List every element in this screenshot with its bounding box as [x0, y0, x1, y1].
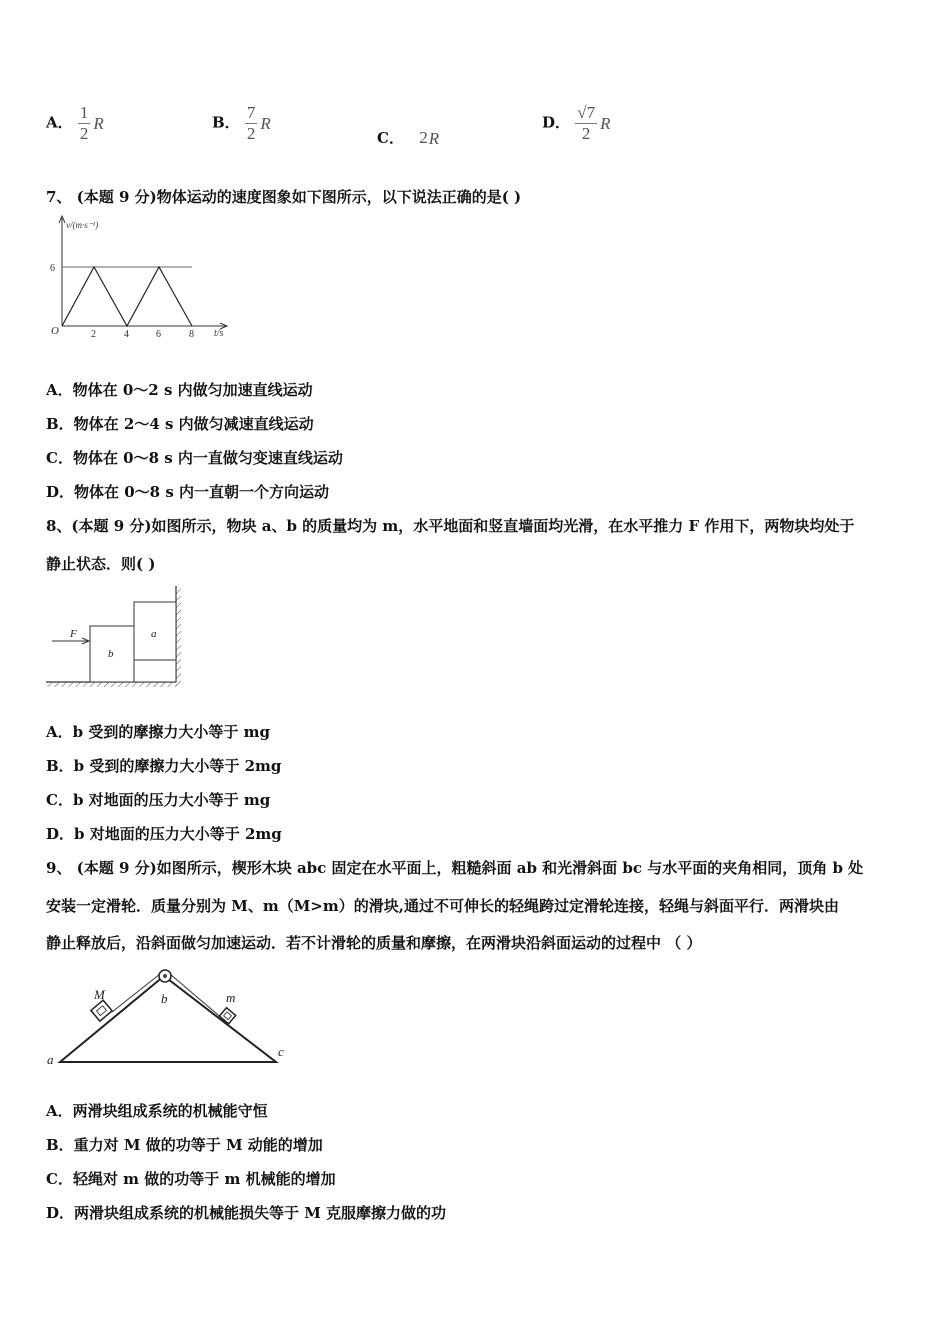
q9-stem-line3: 静止释放后，沿斜面做匀加速运动．若不计滑轮的质量和摩擦，在两滑块沿斜面运动的过程中 （ ）	[46, 934, 702, 952]
q6-option-a-numerator: 1	[79, 103, 89, 122]
q9-option-a: A．两滑块组成系统的机械能守恒	[46, 1102, 268, 1120]
q8-option-b: B．b 受到的摩擦力大小等于 2mg	[46, 757, 282, 775]
q7-option-c: C．物体在 0～8 s 内一直做匀变速直线运动	[46, 449, 343, 467]
q6-option-a-label: A．	[46, 113, 73, 132]
q6-option-a-denominator: 2	[79, 124, 89, 143]
q7-velocity-graph	[46, 212, 236, 342]
q7-stem: 7、 (本题 9 分)物体运动的速度图象如下图所示，以下说法正确的是( )	[46, 188, 522, 206]
q7-x-tick-8: 8	[189, 329, 194, 340]
q6-option-d-unit: R	[600, 113, 611, 133]
q7-x-tick-4: 4	[124, 329, 129, 340]
q6-option-a-unit: R	[93, 113, 104, 133]
q9-stem-line1: 9、 (本题 9 分)如图所示，楔形木块 abc 固定在水平面上，粗糙斜面 ab 和光滑斜面 bc 与水平面的夹角相同，顶角 b 处	[46, 859, 864, 877]
q6-option-c-unit: R	[428, 129, 440, 148]
q6-option-b-label: B．	[212, 113, 240, 132]
q9-label-b: b	[161, 991, 168, 1006]
q9-option-b: B．重力对 M 做的功等于 M 动能的增加	[46, 1136, 323, 1154]
q9-label-m: m	[226, 990, 236, 1005]
q7-velocity-curve	[62, 267, 192, 326]
q7-option-d: D．物体在 0～8 s 内一直朝一个方向运动	[46, 483, 329, 501]
q9-option-c: C．轻绳对 m 做的功等于 m 机械能的增加	[46, 1170, 336, 1188]
q9-pulley-axle	[163, 974, 167, 978]
q8-ground-hatch	[46, 682, 180, 687]
q8-option-a: A．b 受到的摩擦力大小等于 mg	[46, 723, 270, 741]
q6-option-b-fraction	[245, 103, 258, 144]
q6-option-c	[377, 127, 439, 149]
q9-label-c: c	[278, 1044, 284, 1059]
q6-option-c-coefficient: 2	[419, 128, 428, 147]
q6-option-d-denominator: 2	[581, 124, 591, 143]
q8-blocks-figure	[44, 584, 184, 690]
q6-option-d-fraction	[575, 103, 597, 144]
q8-stem-line2: 静止状态．则( )	[46, 555, 156, 573]
q8-force-label: F	[70, 628, 77, 640]
q9-block-M	[91, 1000, 112, 1021]
q9-option-d: D．两滑块组成系统的机械能损失等于 M 克服摩擦力做的功	[46, 1204, 447, 1222]
q9-label-a: a	[47, 1052, 54, 1067]
q9-wedge	[60, 976, 276, 1062]
q6-option-b	[212, 103, 271, 144]
q7-option-b: B．物体在 2～4 s 内做匀减速直线运动	[46, 415, 314, 433]
q6-option-b-unit: R	[260, 113, 271, 133]
q7-x-label: t/s	[214, 328, 224, 339]
q9-label-M: M	[94, 987, 105, 1002]
q9-wedge-figure	[44, 964, 294, 1074]
q8-option-d: D．b 对地面的压力大小等于 2mg	[46, 825, 282, 843]
q8-wall-hatch	[176, 586, 181, 687]
q8-block-a-lower	[134, 660, 176, 682]
q8-stem-line1: 8、(本题 9 分)如图所示，物块 a、b 的质量均为 m，水平地面和竖直墙面均光滑，在水平推力 F 作用下，两物块均处于	[46, 517, 855, 535]
q6-option-c-label: C．	[377, 129, 404, 147]
q8-option-c: C．b 对地面的压力大小等于 mg	[46, 791, 271, 809]
q9-stem-line2: 安装一定滑轮．质量分别为 M、m（M>m）的滑块,通过不可伸长的轻绳跨过定滑轮连接，轻绳与斜面平行．两滑块由	[46, 897, 839, 915]
q6-option-d-label: D．	[542, 113, 571, 132]
q7-y-tick-6: 6	[50, 263, 55, 274]
q6-option-b-numerator: 7	[246, 103, 256, 122]
q7-y-label: v/(m·s⁻¹)	[66, 220, 99, 230]
q8-block-a-label: a	[151, 628, 157, 640]
q7-origin-label: O	[51, 325, 59, 337]
q6-option-b-denominator: 2	[246, 124, 256, 143]
q6-option-d-numerator: √7	[577, 103, 596, 122]
q7-option-a: A．物体在 0～2 s 内做匀加速直线运动	[46, 381, 313, 399]
q7-x-tick-6: 6	[156, 329, 161, 340]
q8-block-b-label: b	[108, 648, 114, 660]
q7-x-tick-2: 2	[91, 329, 96, 340]
q6-option-a	[46, 103, 104, 144]
q6-option-d	[542, 103, 610, 144]
q6-option-a-fraction	[78, 103, 91, 144]
